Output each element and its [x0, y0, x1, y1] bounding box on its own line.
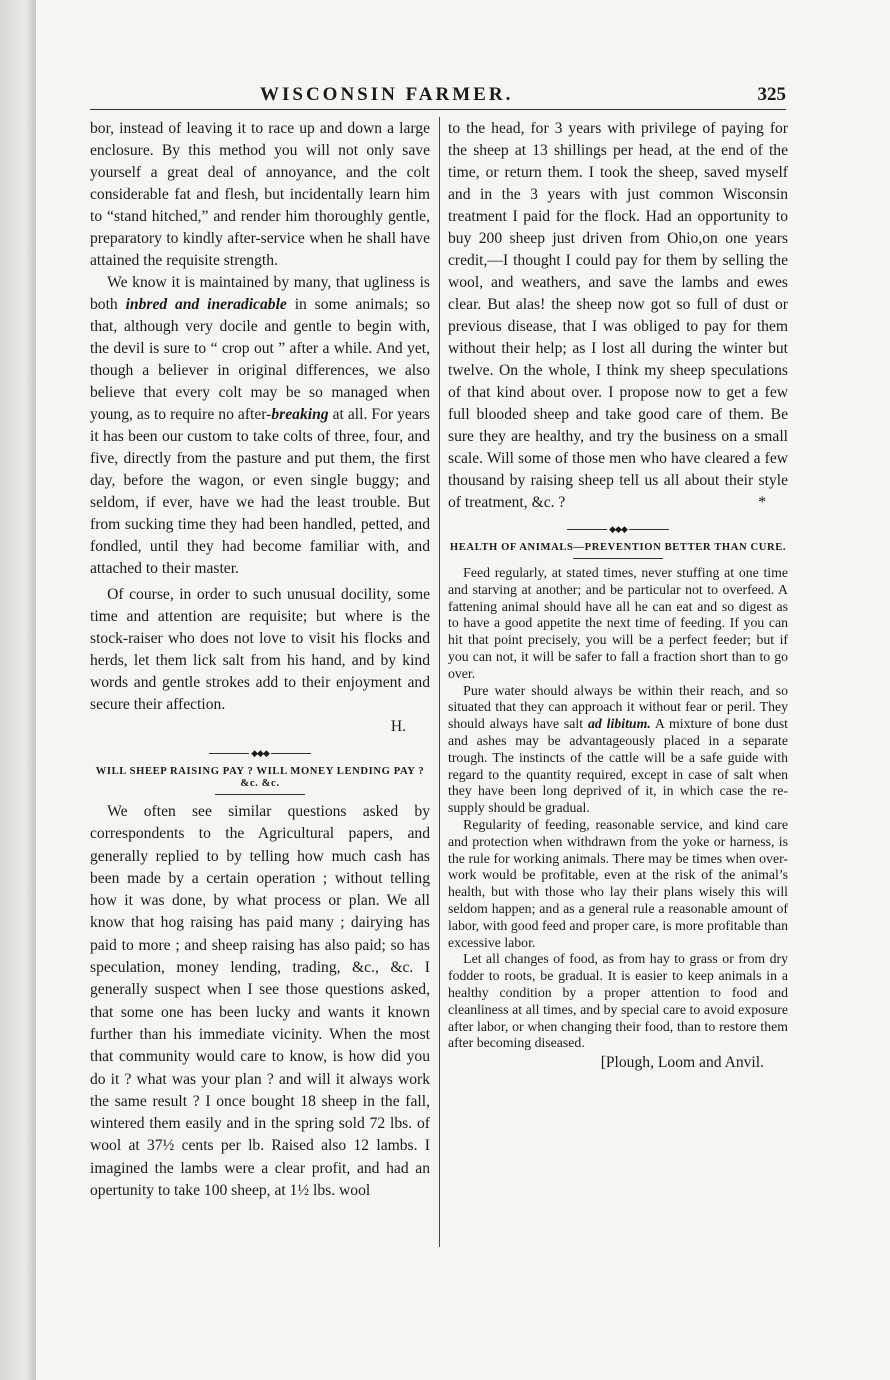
paragraph-docility-text: Of course, in order to such unusual docility, some time and attention are requisite; but where is the stock-raiser who does not love to visit his flocks and herds, let them lick salt from his hand, and by kind words and gentle strokes add to their enjoyment and secure their affection. [90, 586, 430, 713]
paragraph-sheep-raising: We often see similar questions asked by correspondents to the Agricultural papers, and generally replied to by telling how much cash has been made by a certain operation ; without telling how it was done, by what process or plan. We all know that hog raising has paid many ; dairying has paid to more ; and sheep raising has also paid; so has speculation, money lending, trading, &c., &c. I generally suspect when I see those questions asked, that some one has been lucky and wants it known further than his immediate vicinity. When the most that community would care to know, is how did you do it ? what was your plan ? and will it always work the same result ? I once bought 18 sheep in the fall, wintered them easily and in the spring sold 72 lbs. of wool at 37½ cents per lb. Raised also 12 lambs. I imagined the lambs were a clear profit, and had an opertunity to take 100 sheep, at 1½ lbs. wool [90, 803, 430, 1200]
ornament-bar-right [271, 753, 311, 754]
signature-h: H. [390, 718, 406, 735]
emphasis-inbred: inbred and ineradicable [125, 296, 287, 313]
left-column [90, 118, 430, 1202]
paragraph-ugliness-part2: in some animals; so that, although very docile and gentle to begin with, the devil is sure to “ crop out ” after a while. And yet, though a believer in original differences, we also believe that every colt may be so managed when young, as to require no after- [90, 296, 431, 423]
article-heading-sheep: WILL SHEEP RAISING PAY ? WILL MONEY LENDING PAY ? &c. &c. [95, 766, 425, 789]
paragraph-ugliness-part1: We know it is maintained by many, that ugliness is both [90, 274, 430, 313]
page-number: 325 [757, 84, 786, 105]
paragraph-feeding: Feed regularly, at stated times, never stuffing at one time and starving at another; and be particular not to overfeed. A fattening animal should have all he can eat and so digest as to have a good appetite the next time of feeding. If you can hit that point precisely, you will be a perfect feeder; but if you can not, it will be safer to fall a fraction short than to go over. [448, 565, 788, 681]
running-head [260, 84, 786, 110]
emphasis-breaking: breaking [271, 406, 329, 423]
ornament-bar-right [629, 529, 669, 530]
column-divider [439, 117, 440, 1247]
paragraph-sheep-continued-text: to the head, for 3 years with privilege of paying for the sheep at 13 shillings per head, at the end of the time, or return them. I took the sheep, saved myself and in the 3 years with just common Wisconsin treatment I paid for the flock. Had an opportunity to buy 200 sheep just driven from Ohio,on one years credit,—I thought I could pay for them by selling the wool, and weathers, and save the lambs and ewes clear. But alas! the sheep now got so full of dust or previous disease, that I was obliged to pay for them without their help; as I lost all during the winter but twelve. On the whole, I think my sheep speculations of that kind about over. I propose now to get a few full blooded sheep and take good care of them. Be sure they are healthy, and try the business on a small scale. Will some of those men who have cleared a few thousand by raising sheep tell us all about their style of treatment, &c. ? [448, 120, 788, 511]
source-credit: [Plough, Loom and Anvil. [600, 1054, 764, 1072]
paragraph-water [448, 683, 788, 817]
paragraph-water-part2: A mixture of bone dust and ashes may be advantageously placed in a separate trough. The instincts of the cattle will be a safe guide with regard to the quantity required, except in case of salt when they have been long deprived of it, in which case the resupply should be gradual. [448, 716, 788, 816]
article-heading-health: HEALTH OF ANIMALS—PREVENTION BETTER THAN CURE. [449, 542, 787, 553]
header-rule [90, 109, 786, 110]
ornament-diamonds: ◆◆◆ [609, 523, 627, 534]
paragraph-docility [90, 584, 430, 716]
running-title: WISCONSIN FARMER. [260, 84, 514, 105]
heading-rule [215, 794, 305, 795]
paragraph-water-part1: Pure water should always be within their reach, and so situated that they can approach it without fear or peril. They should always have salt [448, 682, 788, 732]
signature-asterisk: * [758, 494, 766, 511]
paragraph-colt-training: bor, instead of leaving it to race up and down a large enclosure. By this method you will not only save yourself a great deal of annoyance, and the colt considerable fat and flesh, but incidentally learn him to “stand hitched,” and render him thoroughly gentle, preparatory to kindly after-service when he shall have attained the requisite strength. [90, 120, 430, 269]
section-ornament [90, 748, 430, 758]
paragraph-sheep-continued [448, 118, 788, 514]
right-column [448, 118, 788, 1074]
paragraph-ugliness [90, 272, 430, 580]
paragraph-regularity: Regularity of feeding, reasonable service, and kind care and protection when withdrawn from the yoke or harness, is the rule for working animals. There may be times when over-work would be profitable, even at the risk of the animal’s health, but with those who lay their plans wisely this will seldom happen; and as a general rule a reasonable amount of labor, with good feed and proper care, is more profitable than excessive labor. [448, 816, 788, 950]
ornament-bar-left [567, 529, 607, 530]
ornament-bar-left [209, 753, 249, 754]
emphasis-ad-libitum: ad libitum. [587, 716, 651, 732]
ornament-diamonds: ◆◆◆ [251, 747, 269, 758]
paragraph-ugliness-part3: at all. For years it has been our custom to take colts of three, four, and five, directly from the pasture and put them, the first day, before the wagon, or even single buggy; and seldom, if ever, have we had the least trouble. But from sucking time they had been handled, petted, and fondled, until they had become familiar with, and attached to their master. [90, 406, 430, 577]
section-ornament-right [448, 524, 788, 534]
paragraph-changes: Let all changes of food, as from hay to grass or from dry fodder to roots, be gradual. It is easier to keep animals in a healthy condition by a proper attention to food and cleanliness at all times, and by special care to avoid exposure after labor, or when changing their food, than to restore them after becoming diseased. [448, 951, 788, 1051]
heading-rule [573, 558, 663, 559]
page-edge [0, 0, 36, 1380]
